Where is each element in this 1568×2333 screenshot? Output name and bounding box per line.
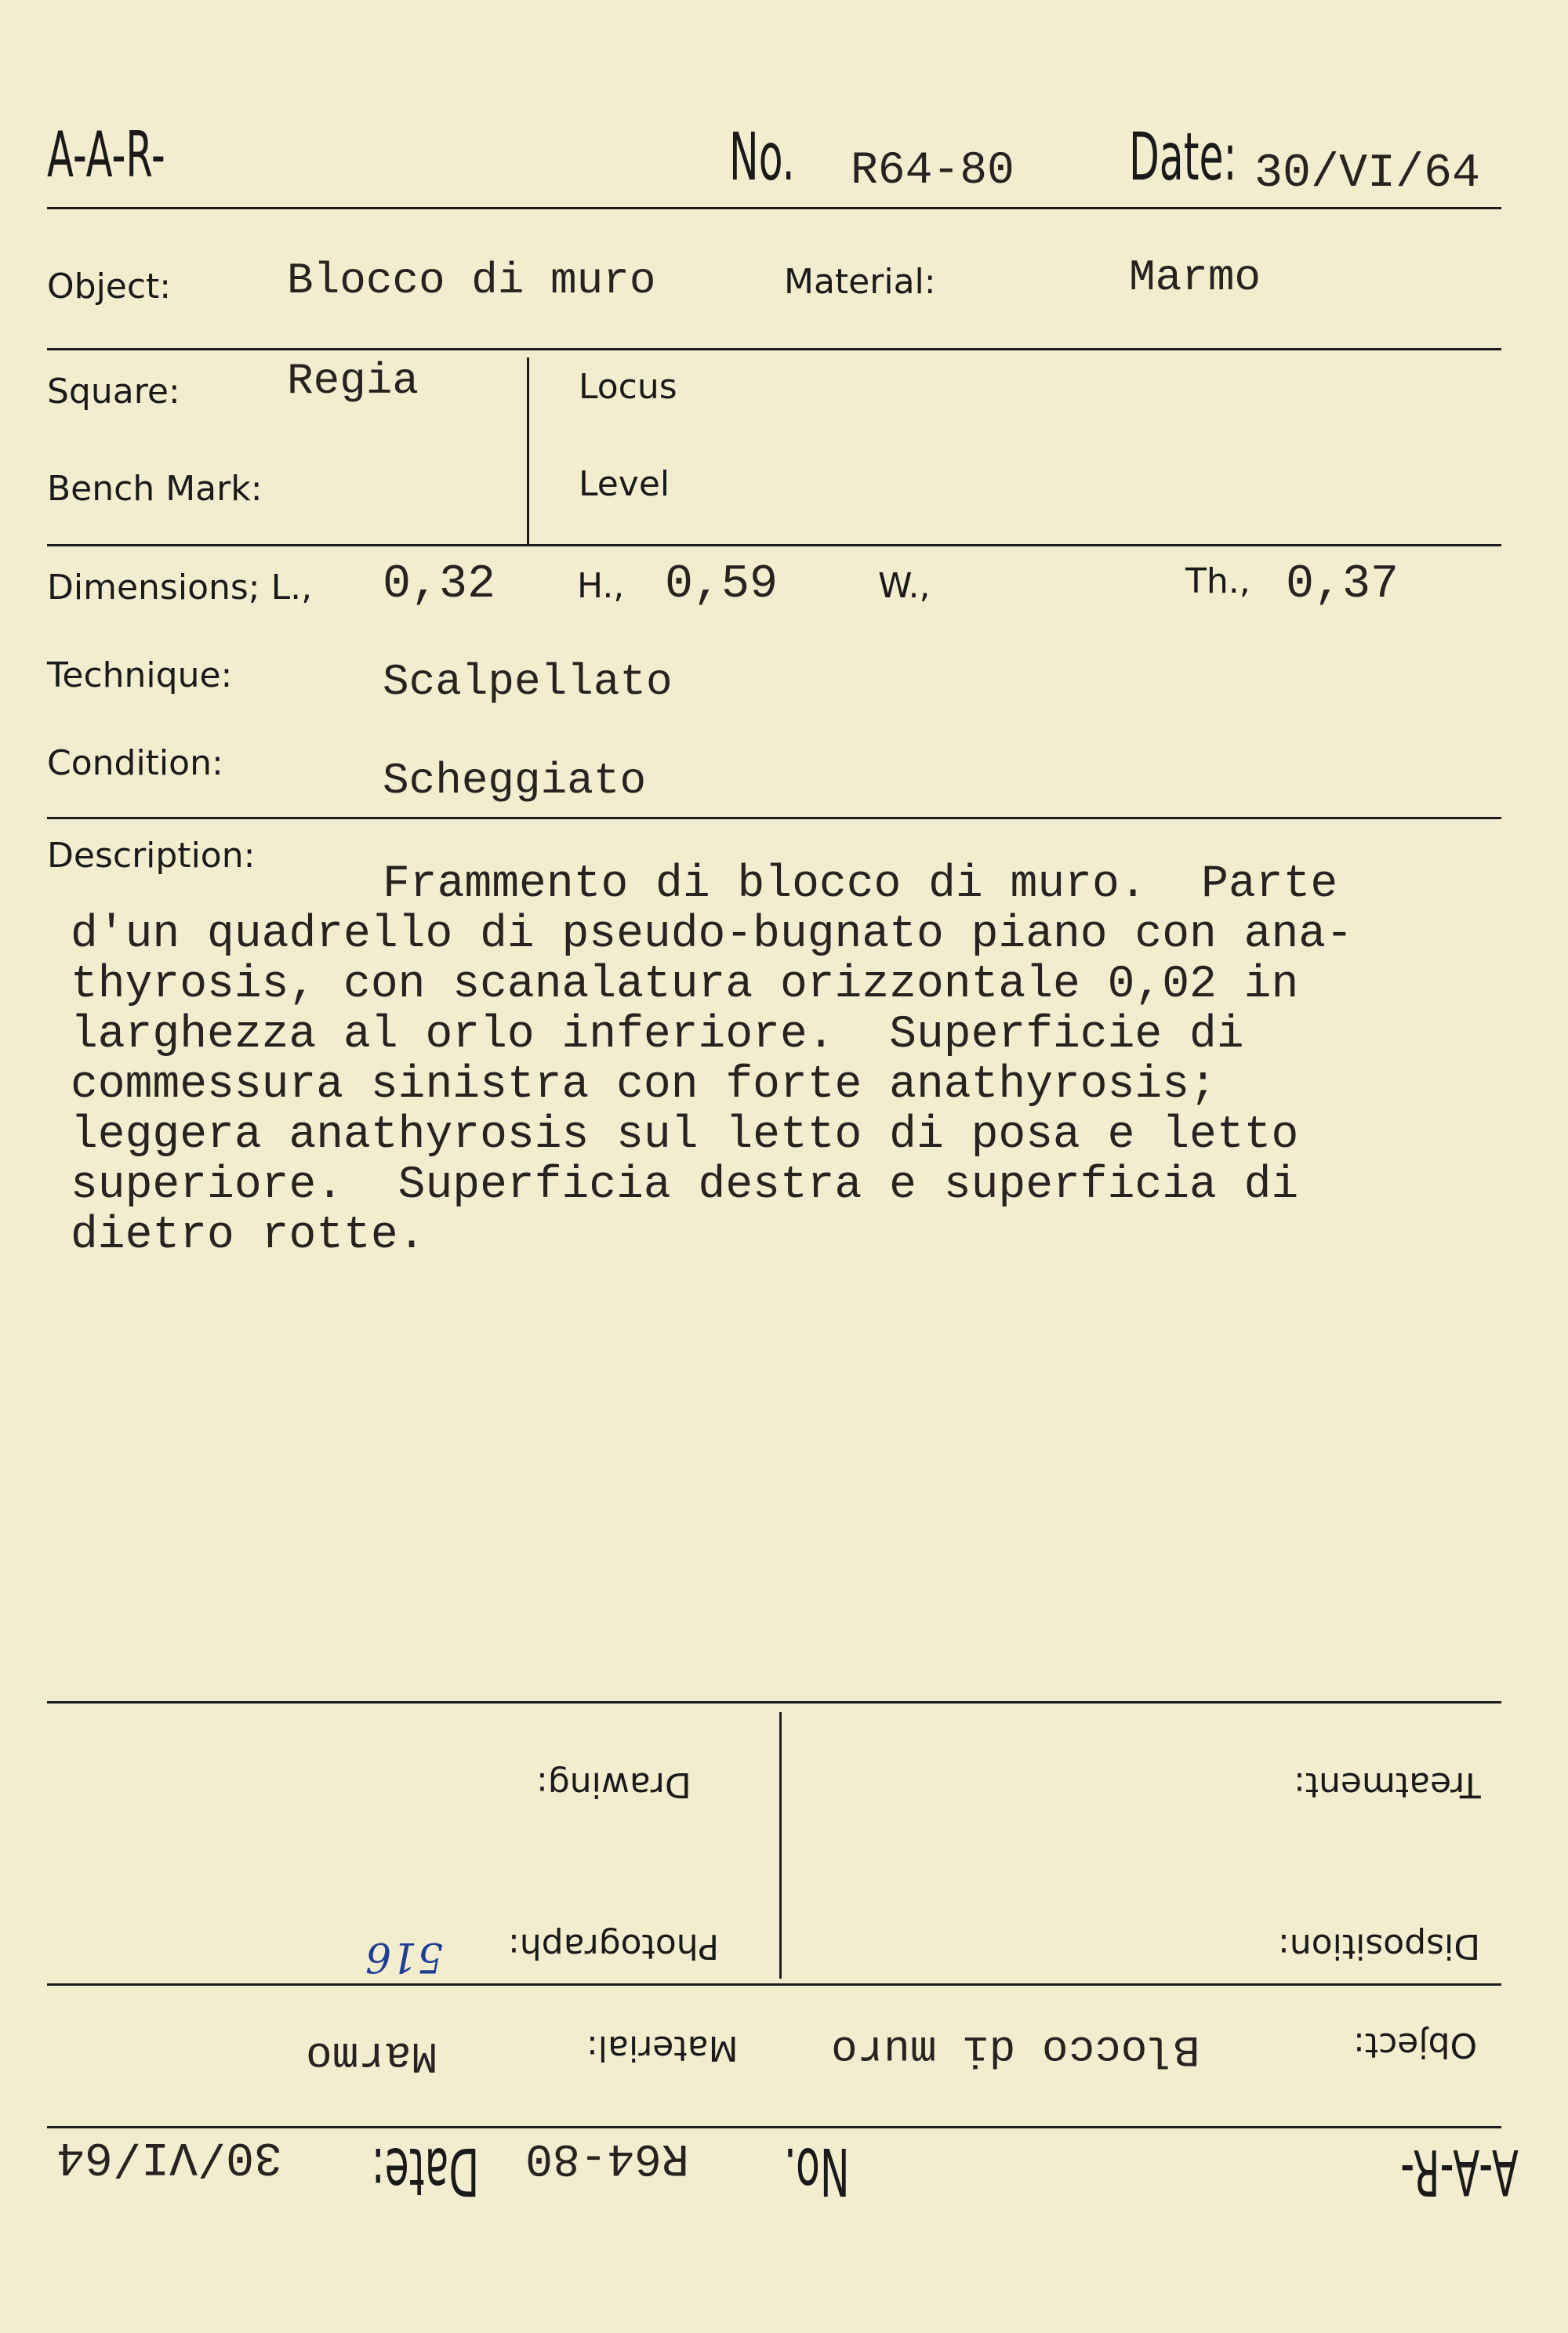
description-line: Frammento di blocco di muro. Parte	[383, 859, 1338, 910]
drawing-label: Drawing:	[536, 1765, 691, 1805]
bottom-registry-code: A-A-R-	[1400, 2135, 1519, 2208]
description-line: commessura sinistra con forte anathyrosis;	[71, 1060, 1217, 1111]
object-value: Blocco di muro	[287, 256, 656, 306]
description-line: leggera anathyrosis sul letto di posa e letto	[71, 1110, 1299, 1161]
header-rule	[47, 207, 1501, 209]
locus-label: Locus	[579, 367, 677, 407]
date-label: Date:	[1129, 118, 1237, 195]
bottom-material-label: Material:	[586, 2028, 739, 2068]
bench-mark-label: Bench Mark:	[47, 469, 263, 509]
condition-value: Scheggiato	[383, 756, 647, 806]
width-label: W.,	[878, 566, 931, 606]
photograph-number: 516	[365, 1933, 444, 1980]
locus-rule	[47, 544, 1501, 546]
bottom-object-value: Blocco di muro	[831, 2024, 1200, 2074]
registry-code: A-A-R-	[47, 118, 165, 191]
height-label: H.,	[577, 566, 625, 606]
description-line: dietro rotte.	[71, 1210, 426, 1261]
bottom-date-value: 30/VI/64	[56, 2129, 283, 2182]
bottom-rule-low	[47, 2126, 1501, 2128]
number-label: No.	[729, 118, 795, 195]
condition-rule	[47, 817, 1501, 819]
material-label: Material:	[784, 262, 936, 302]
object-rule	[47, 348, 1501, 350]
height-value: 0,59	[665, 558, 779, 611]
thickness-label: Th.,	[1185, 561, 1250, 601]
technique-label: Technique:	[47, 655, 233, 695]
bottom-date-label: Date:	[371, 2133, 480, 2210]
square-divider	[527, 357, 529, 544]
bottom-rule-mid	[47, 1983, 1501, 1986]
dimensions-label: Dimensions; L.,	[47, 568, 313, 608]
photograph-label: Photograph:	[508, 1926, 720, 1966]
length-value: 0,32	[383, 558, 496, 611]
disposition-label: Disposition:	[1278, 1926, 1481, 1966]
square-label: Square:	[47, 372, 180, 412]
technique-value: Scalpellato	[383, 657, 673, 707]
bottom-material-value: Marmo	[306, 2030, 438, 2081]
treatment-label: Treatment:	[1294, 1765, 1481, 1805]
bottom-object-label: Object:	[1353, 2025, 1478, 2065]
object-label: Object:	[47, 267, 172, 307]
level-label: Level	[579, 464, 670, 504]
number-value: R64-80	[851, 146, 1014, 197]
square-value: Regia	[287, 356, 419, 406]
thickness-value: 0,37	[1286, 558, 1399, 611]
description-label: Description:	[47, 836, 256, 876]
bottom-divider	[779, 1712, 782, 1979]
bottom-rule-top	[47, 1701, 1501, 1703]
bottom-number-value: R64-80	[525, 2132, 689, 2182]
material-value: Marmo	[1129, 252, 1261, 303]
description-line: thyrosis, con scanalatura orizzontale 0,02 in	[71, 960, 1299, 1010]
description-line: d'un quadrello di pseudo-bugnato piano con ana-	[71, 909, 1353, 960]
condition-label: Condition:	[47, 743, 223, 783]
bottom-number-label: No.	[783, 2133, 850, 2210]
description-line: larghezza al orlo inferiore. Superficie di	[71, 1010, 1244, 1061]
date-value: 30/VI/64	[1254, 147, 1481, 201]
description-line: superiore. Superficia destra e superficia di	[71, 1160, 1299, 1211]
